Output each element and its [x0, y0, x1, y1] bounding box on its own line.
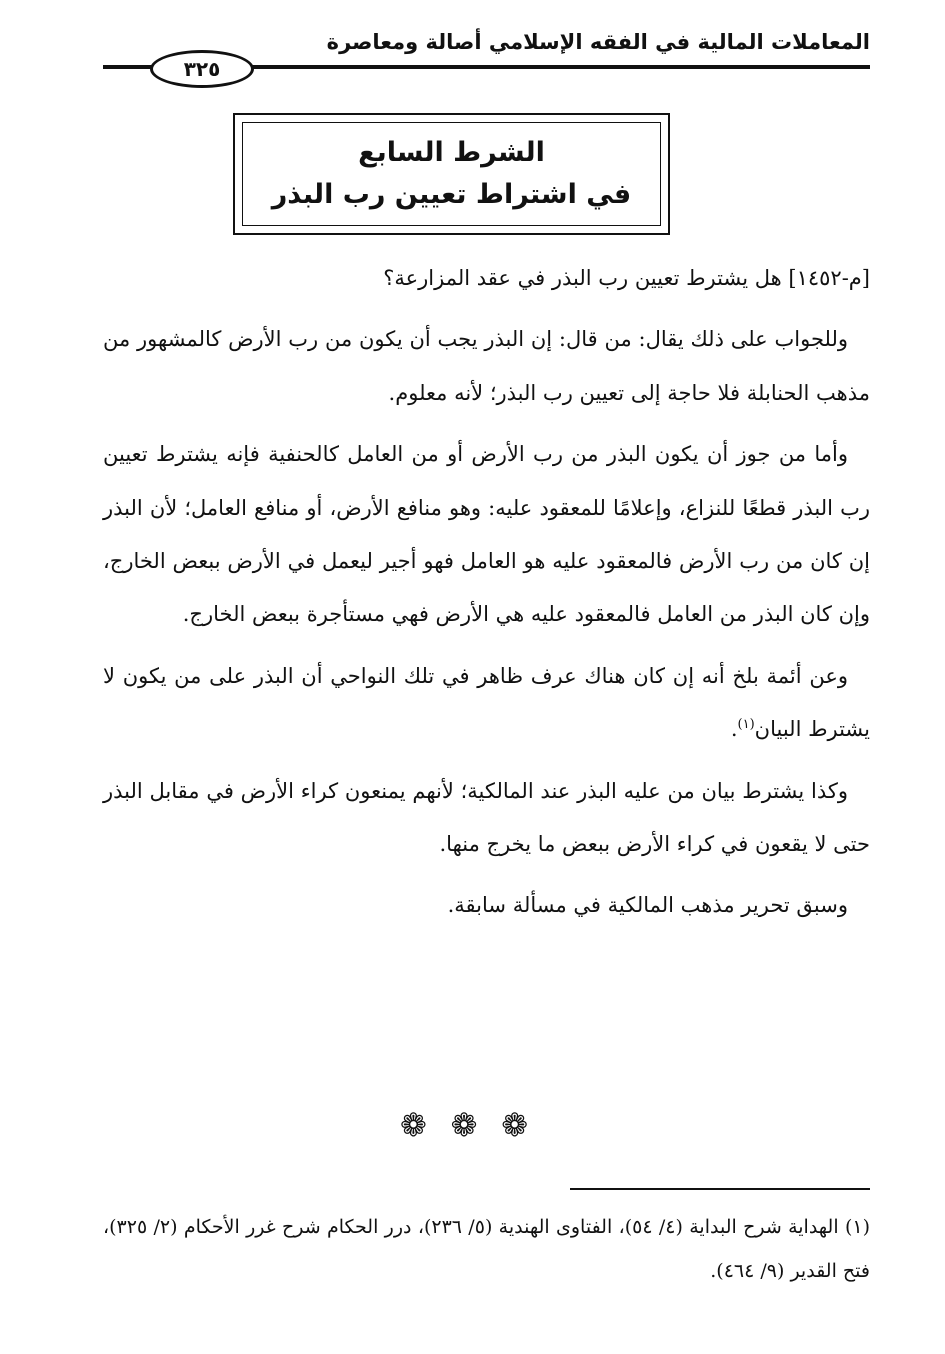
flower-icon: ❁ [501, 1106, 528, 1144]
footnote-ref-1: (١) [737, 717, 755, 733]
section-title-line-2: في اشتراط تعيين رب البذر [271, 179, 632, 210]
paragraph-previous: وسبق تحرير مذهب المالكية في مسألة سابقة. [447, 893, 848, 918]
section-title-box [233, 113, 670, 235]
paragraph-hanafi: وأما من جوز أن يكون البذر من رب الأرض أو من العامل كالحنفية فإنه يشترط تعيين رب البذر قطعًا للنزاع، وإعلامًا للمعقود عليه: وهو منافع الأرض، أو منافع العامل؛ لأن البذر إن كان من رب الأرض فالمعقود عليه هو العامل فهو أجير ليعمل في الأرض ببعض الخارج، وإن كان البذر من العامل فالمعقود عليه هي الأرض فهي مستأجرة ببعض الخارج. [103, 442, 870, 627]
paragraph-balkh-text: وعن أئمة بلخ أنه إن كان هناك عرف ظاهر في تلك النواحي أن البذر على من يكون لا يشترط البيان [103, 663, 870, 742]
footnote-1: (١) الهداية شرح البداية (٤/ ٥٤)، الفتاوى الهندية (٥/ ٢٣٦)، درر الحكام شرح غرر الأحكام (٢/ ٣٢٥)، فتح القدير (٩/ ٤٦٤). [103, 1216, 870, 1282]
paragraph-balkh-end: . [730, 717, 738, 742]
running-header-title: المعاملات المالية في الفقه الإسلامي أصالة ومعاصرة [326, 30, 870, 54]
paragraph-balkh [103, 650, 870, 757]
flower-icon: ❁ [450, 1106, 478, 1144]
paragraph-question: [م-١٤٥٢] هل يشترط تعيين رب البذر في عقد المزارعة؟ [383, 266, 870, 290]
paragraph-answer: وللجواب على ذلك يقال: من قال: إن البذر يجب أن يكون من رب الأرض كالمشهور من مذهب الحنابلة فلا حاجة إلى تعيين رب البذر؛ لأنه معلوم. [103, 327, 870, 405]
page-number: ٣٢٥ [150, 50, 254, 88]
footnote-rule [570, 1188, 870, 1190]
section-end-ornament [400, 1105, 528, 1145]
flower-icon: ❁ [400, 1106, 427, 1144]
section-title-line-1: الشرط السابع [358, 137, 545, 168]
body-text [103, 252, 870, 941]
section-title-inner-frame [242, 122, 661, 226]
paragraph-maliki: وكذا يشترط بيان من عليه البذر عند المالكية؛ لأنهم يمنعون كراء الأرض في مقابل البذر حتى لا يقعون في كراء الأرض ببعض ما يخرج منها. [103, 778, 870, 857]
